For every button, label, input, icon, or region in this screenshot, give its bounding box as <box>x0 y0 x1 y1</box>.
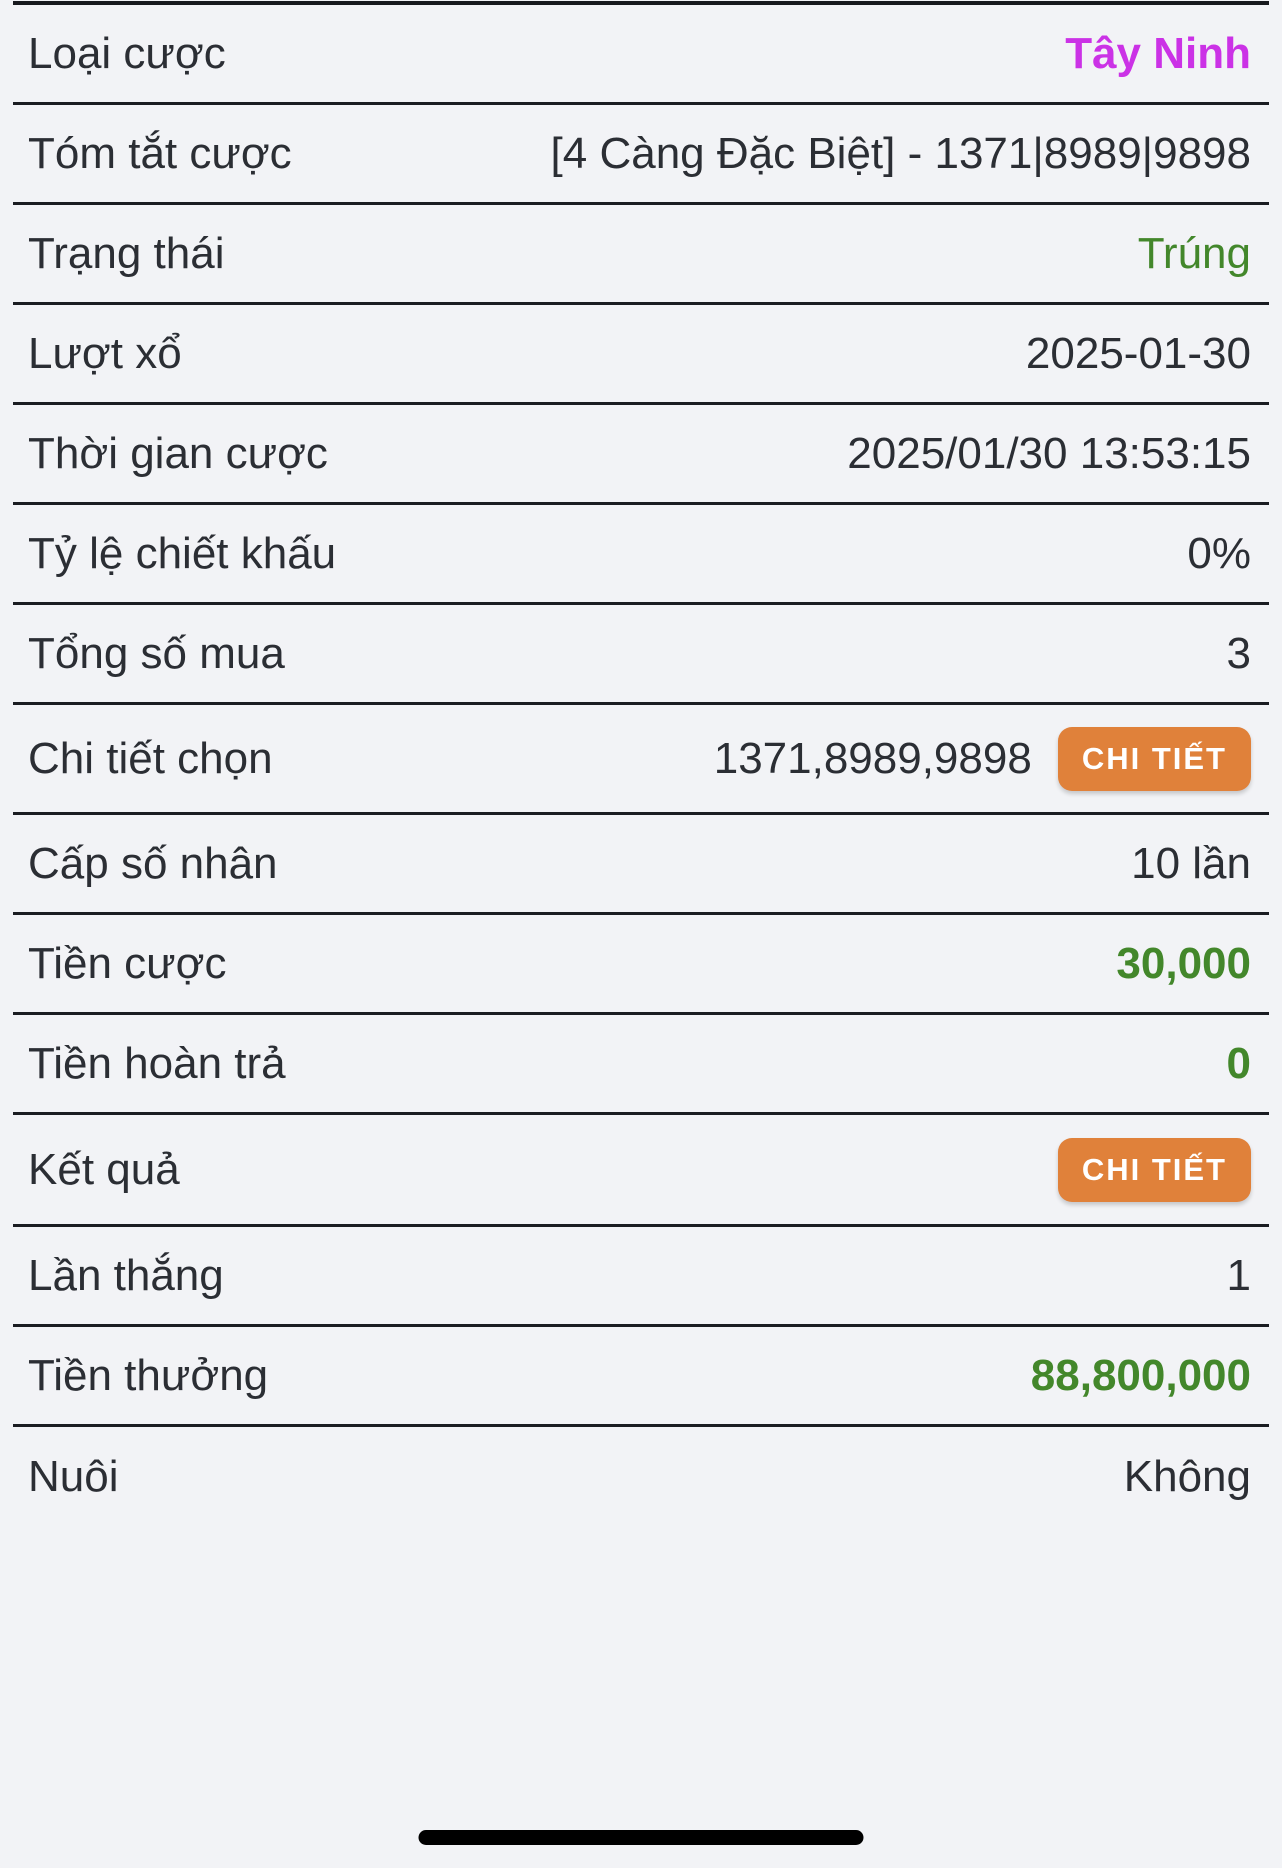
row-status <box>13 205 1269 305</box>
draw-round-value: 2025-01-30 <box>1025 328 1251 378</box>
nurture-value: Không <box>1123 1452 1251 1501</box>
row-bet-type <box>13 5 1269 105</box>
row-win-count <box>13 1227 1269 1327</box>
prize-amount-label: Tiền thưởng <box>28 1350 269 1400</box>
discount-rate-label: Tỷ lệ chiết khấu <box>28 528 337 578</box>
row-bet-summary <box>13 105 1269 205</box>
win-count-label: Lần thắng <box>28 1250 224 1300</box>
row-total-bought <box>13 605 1269 705</box>
row-pick-details <box>13 705 1269 815</box>
status-badge: Trúng <box>1137 228 1251 278</box>
bet-amount-label: Tiền cược <box>28 938 227 988</box>
refund-amount-value: 0 <box>1226 1038 1251 1088</box>
pick-details-label: Chi tiết chọn <box>28 733 273 783</box>
bet-type-value: Tây Ninh <box>1065 28 1251 78</box>
pick-details-value: 1371,8989,9898 <box>713 733 1032 783</box>
bet-time-label: Thời gian cược <box>28 428 328 478</box>
result-label: Kết quả <box>28 1144 180 1194</box>
bet-amount-value: 30,000 <box>1116 938 1251 988</box>
bet-summary-label: Tóm tắt cược <box>28 128 292 178</box>
total-bought-label: Tổng số mua <box>28 628 285 678</box>
prize-amount-value: 88,800,000 <box>1030 1350 1251 1400</box>
row-nurture <box>13 1427 1269 1527</box>
row-refund-amount <box>13 1015 1269 1115</box>
pick-details-button[interactable]: CHI TIẾT <box>1058 727 1251 791</box>
discount-rate-value: 0% <box>1187 528 1251 578</box>
row-multiplier <box>13 815 1269 915</box>
row-bet-amount <box>13 915 1269 1015</box>
result-detail-button[interactable]: CHI TIẾT <box>1058 1138 1251 1202</box>
bet-time-value: 2025/01/30 13:53:15 <box>847 428 1251 478</box>
bet-detail-table <box>13 1 1269 1527</box>
multiplier-value: 10 lần <box>1131 838 1251 888</box>
row-bet-time <box>13 405 1269 505</box>
multiplier-label: Cấp số nhân <box>28 838 278 888</box>
row-prize-amount <box>13 1327 1269 1427</box>
draw-round-label: Lượt xổ <box>28 328 182 378</box>
bet-summary-value: [4 Càng Đặc Biệt] - 1371|8989|9898 <box>550 128 1251 178</box>
row-draw-round <box>13 305 1269 405</box>
status-label: Trạng thái <box>28 228 225 278</box>
row-discount-rate <box>13 505 1269 605</box>
total-bought-value: 3 <box>1226 628 1251 678</box>
nurture-label: Nuôi <box>28 1452 119 1501</box>
row-result <box>13 1115 1269 1227</box>
refund-amount-label: Tiền hoàn trả <box>28 1038 286 1088</box>
home-indicator[interactable] <box>419 1830 864 1845</box>
win-count-value: 1 <box>1226 1250 1251 1300</box>
bet-type-label: Loại cược <box>28 28 226 78</box>
